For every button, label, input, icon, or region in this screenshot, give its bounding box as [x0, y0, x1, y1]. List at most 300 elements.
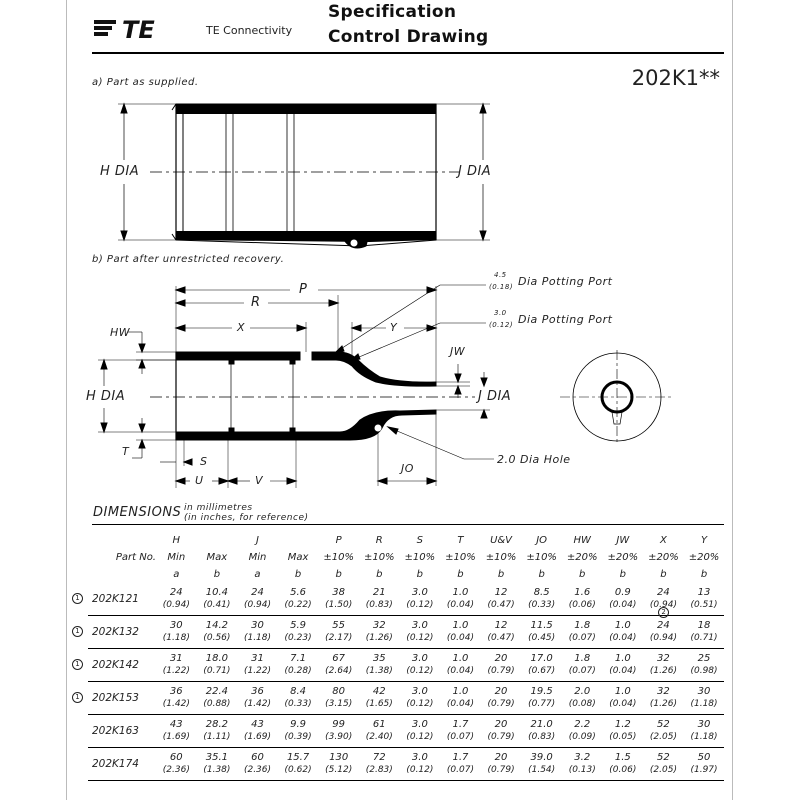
header-cell: Part No. — [115, 552, 156, 563]
header-cell — [88, 532, 156, 549]
dimension-cell — [562, 715, 603, 748]
value-inch: (2.36) — [162, 765, 190, 775]
header-cell — [197, 532, 238, 549]
value-mm: 32 — [372, 620, 386, 631]
dimension-cell — [359, 649, 400, 682]
value-inch: (1.54) — [528, 765, 556, 775]
value-inch: (0.77) — [528, 699, 556, 709]
dimension-cell — [440, 583, 481, 616]
dimension-cell — [603, 616, 644, 649]
part-number-cell — [88, 748, 156, 781]
value-inch: (2.05) — [649, 765, 677, 775]
dimension-cell — [359, 682, 400, 715]
value-mm: 24 — [251, 587, 264, 598]
value-mm: 5.6 — [290, 587, 307, 598]
b-r-label: R — [251, 295, 261, 310]
dimension-cell — [237, 748, 278, 781]
value-mm: 3.0 — [411, 752, 428, 763]
value-mm: 39.0 — [530, 752, 553, 763]
value-inch: (0.04) — [446, 699, 474, 709]
value-inch: (1.18) — [690, 732, 718, 742]
header-cell: ±20% — [607, 552, 639, 563]
port2-inch: (0.12) — [489, 321, 514, 329]
header-cell: b — [497, 569, 505, 580]
value-mm: 1.8 — [574, 620, 591, 631]
value-inch: (1.26) — [365, 633, 393, 643]
value-inch: (0.08) — [568, 699, 596, 709]
value-mm: 8.5 — [533, 587, 550, 598]
table-row — [88, 649, 724, 682]
value-inch: (0.12) — [406, 699, 434, 709]
value-mm: 3.0 — [411, 719, 428, 730]
dimension-cell — [684, 715, 725, 748]
value-inch: (0.62) — [284, 765, 312, 775]
value-mm: 20 — [494, 653, 508, 664]
value-inch: (0.12) — [406, 666, 434, 676]
header-cell: ±20% — [566, 552, 598, 563]
dimension-cell — [278, 616, 319, 649]
value-inch: (0.12) — [406, 732, 434, 742]
value-mm: 67 — [332, 653, 346, 664]
dimension-cell — [156, 748, 197, 781]
dimension-cell — [440, 616, 481, 649]
part-series-number: 202K1** — [631, 66, 720, 90]
value-inch: (0.28) — [284, 666, 312, 676]
value-inch: (0.12) — [406, 633, 434, 643]
value-mm: 38 — [332, 587, 346, 598]
value-inch: (1.97) — [690, 765, 718, 775]
value-mm: 20 — [494, 719, 508, 730]
dimension-cell — [278, 649, 319, 682]
dimension-cell — [237, 583, 278, 616]
part-number-cell — [75, 583, 156, 616]
dimension-cell — [318, 682, 359, 715]
dimension-cell — [643, 583, 684, 616]
value-mm: 15.7 — [286, 752, 310, 763]
value-inch: (1.18) — [243, 633, 272, 643]
value-inch: (1.65) — [365, 699, 393, 709]
header-cell: Min — [167, 552, 186, 563]
value-mm: 1.7 — [452, 719, 469, 730]
dimension-cell — [481, 682, 522, 715]
value-mm: 8.4 — [290, 686, 307, 697]
dimension-cell — [684, 748, 725, 781]
dimension-cell — [400, 616, 441, 649]
value-mm: 50 — [697, 752, 711, 763]
value-inch: (0.94) — [243, 600, 272, 610]
dimension-cell — [684, 583, 725, 616]
a-j-dia-label: J DIA — [458, 164, 492, 179]
header-cell: a — [173, 569, 180, 580]
header-cell: JW — [616, 535, 630, 546]
table-row — [88, 748, 724, 781]
value-inch: (1.18) — [690, 699, 718, 709]
dimension-cell — [197, 715, 238, 748]
value-inch: (2.05) — [649, 732, 677, 742]
caption-b: b) Part after unrestricted recovery. — [92, 254, 285, 265]
dimension-cell — [562, 682, 603, 715]
value-inch: (0.79) — [487, 666, 515, 676]
value-mm: 1.5 — [614, 752, 631, 763]
dimension-cell — [156, 715, 197, 748]
dimensions-body — [75, 583, 724, 781]
b-x-label: X — [237, 321, 246, 334]
note-1-marker: 1 — [72, 626, 83, 637]
value-inch: (0.04) — [446, 666, 474, 676]
value-inch: (0.04) — [609, 666, 637, 676]
value-inch: (0.33) — [528, 600, 556, 610]
value-mm: 1.0 — [614, 653, 631, 664]
company-name: TE Connectivity — [206, 24, 293, 37]
value-mm: 99 — [332, 719, 346, 730]
value-mm: 24 — [657, 620, 670, 631]
dimension-cell — [562, 616, 603, 649]
value-mm: 19.5 — [530, 686, 553, 697]
dimension-cell — [278, 748, 319, 781]
dimension-cell — [481, 715, 522, 748]
value-mm: 12 — [494, 587, 508, 598]
value-inch: (0.47) — [487, 600, 515, 610]
value-mm: 31 — [251, 653, 264, 664]
value-mm: 21.0 — [530, 719, 553, 730]
dimension-cell — [684, 649, 725, 682]
value-mm: 18 — [697, 620, 711, 631]
value-inch: (0.12) — [406, 600, 434, 610]
value-inch: (0.79) — [487, 732, 515, 742]
header-cell: X — [659, 535, 667, 546]
value-mm: 42 — [372, 686, 386, 697]
value-mm: 60 — [251, 752, 264, 763]
header-cell: b — [538, 569, 545, 580]
value-mm: 12 — [494, 620, 508, 631]
value-mm: 1.0 — [452, 587, 469, 598]
units-line-1: in millimetres — [184, 503, 253, 513]
part-number-cell — [75, 682, 156, 715]
dimension-cell — [684, 616, 725, 649]
value-mm: 61 — [372, 719, 386, 730]
part-number-cell — [75, 616, 156, 649]
value-mm: 1.7 — [452, 752, 469, 763]
value-inch: (1.18) — [162, 633, 190, 643]
value-inch: (1.69) — [162, 732, 190, 742]
value-inch: (1.11) — [203, 732, 231, 742]
a-h-dia-label: H DIA — [100, 164, 140, 179]
b-p-label: P — [299, 282, 308, 297]
dimension-cell — [318, 616, 359, 649]
title-line-2: Control Drawing — [328, 27, 489, 47]
part-number: 202K121 — [92, 593, 139, 605]
value-mm: 32 — [657, 653, 670, 664]
value-mm: 1.8 — [574, 653, 591, 664]
dimension-cell — [318, 748, 359, 781]
dimension-cell — [562, 583, 603, 616]
dimensions-table — [75, 532, 724, 781]
value-mm: 17.0 — [530, 653, 553, 664]
value-inch: (0.56) — [203, 633, 231, 643]
dimension-cell — [400, 748, 441, 781]
dimension-cell — [400, 649, 441, 682]
header-cell: Max — [206, 552, 228, 563]
value-inch: (1.26) — [649, 699, 677, 709]
dimension-cell — [400, 682, 441, 715]
dimension-cell — [521, 748, 562, 781]
dimension-cell — [156, 682, 197, 715]
header-cell: ±10% — [445, 552, 476, 563]
dimension-cell — [521, 649, 562, 682]
value-inch: (2.40) — [365, 732, 393, 742]
dimension-cell — [481, 649, 522, 682]
value-mm: 11.5 — [530, 620, 553, 631]
value-inch: (2.17) — [325, 633, 353, 643]
dimension-cell — [603, 748, 644, 781]
dimension-cell — [440, 715, 481, 748]
value-inch: (3.15) — [325, 699, 353, 709]
part-number: 202K163 — [92, 725, 139, 737]
header-cell: b — [294, 569, 302, 580]
b-hw-label: HW — [110, 326, 131, 339]
value-inch: (0.79) — [487, 699, 515, 709]
value-inch: (0.39) — [284, 732, 312, 742]
value-mm: 80 — [332, 686, 346, 697]
dimension-cell — [197, 748, 238, 781]
note-1-marker: 1 — [72, 659, 83, 670]
value-mm: 1.0 — [614, 620, 631, 631]
value-inch: (0.79) — [487, 765, 515, 775]
value-inch: (0.06) — [568, 600, 596, 610]
dimension-cell — [643, 682, 684, 715]
value-mm: 20 — [494, 752, 508, 763]
header-cell: b — [376, 569, 383, 580]
dimension-cell — [237, 649, 278, 682]
b-y-label: Y — [390, 321, 398, 334]
header-cell: J — [256, 535, 259, 546]
part-number: 202K153 — [92, 692, 139, 704]
value-inch: (0.45) — [528, 633, 556, 643]
value-mm: 13 — [697, 587, 711, 598]
part-number: 202K132 — [92, 626, 139, 638]
value-inch: (2.36) — [243, 765, 272, 775]
dimension-cell — [481, 583, 522, 616]
b-j-dia-label: J DIA — [478, 389, 512, 404]
dimensions-rule — [92, 524, 724, 525]
value-inch: (1.22) — [243, 666, 272, 676]
dimension-cell — [643, 616, 684, 649]
value-inch: (0.41) — [203, 600, 231, 610]
header-cell: R — [375, 535, 383, 546]
value-mm: 43 — [169, 719, 183, 730]
header-cell — [88, 566, 156, 583]
dimension-cell — [156, 616, 197, 649]
dimensions-title: DIMENSIONS — [93, 505, 182, 520]
value-inch: (0.83) — [528, 732, 556, 742]
dimension-cell — [278, 715, 319, 748]
value-mm: 0.9 — [614, 587, 631, 598]
value-mm: 1.0 — [452, 653, 469, 664]
value-mm: 24 — [657, 587, 670, 598]
dimension-cell — [359, 715, 400, 748]
dimension-cell — [197, 682, 238, 715]
dimension-cell — [400, 583, 441, 616]
dimension-cell — [197, 583, 238, 616]
value-inch: (0.04) — [609, 600, 637, 610]
value-mm: 25 — [697, 653, 711, 664]
dimension-cell — [643, 748, 684, 781]
value-mm: 1.2 — [614, 719, 631, 730]
value-inch: (0.88) — [203, 699, 231, 709]
value-inch: (1.50) — [325, 600, 353, 610]
note-2-marker: 2 — [658, 607, 669, 618]
title-line-1: Specification — [328, 2, 457, 22]
header-cell: ±10% — [526, 552, 557, 563]
value-mm: 35 — [372, 653, 386, 664]
value-inch: (0.05) — [609, 732, 637, 742]
value-mm: 130 — [329, 752, 349, 763]
value-inch: (1.42) — [162, 699, 190, 709]
value-inch: (0.09) — [568, 732, 596, 742]
value-inch: (0.47) — [487, 633, 515, 643]
header-cell: HW — [573, 535, 591, 546]
value-mm: 2.2 — [574, 719, 591, 730]
value-mm: 43 — [251, 719, 264, 730]
header-cell: ±20% — [688, 552, 720, 563]
port1-inch: (0.18) — [489, 283, 514, 291]
value-mm: 52 — [657, 752, 670, 763]
header-cell: T — [457, 535, 464, 546]
value-inch: (3.90) — [325, 732, 353, 742]
header-cell: b — [660, 569, 667, 580]
value-mm: 18.0 — [205, 653, 229, 664]
value-mm: 52 — [657, 719, 670, 730]
b-s-label: S — [200, 455, 208, 468]
header-row-notes — [88, 566, 724, 583]
value-inch: (0.04) — [609, 633, 637, 643]
header-cell: ±10% — [485, 552, 517, 563]
dimension-cell — [643, 649, 684, 682]
b-jw-label: JW — [450, 345, 466, 358]
value-inch: (0.71) — [203, 666, 231, 676]
dimension-cell — [521, 583, 562, 616]
header-cell: b — [579, 569, 586, 580]
value-inch: (0.12) — [406, 765, 434, 775]
hole-label: 2.0 Dia Hole — [497, 453, 571, 466]
header-cell: Min — [248, 552, 267, 563]
value-inch: (0.71) — [690, 633, 718, 643]
caption-a: a) Part as supplied. — [92, 77, 199, 88]
dimension-cell — [318, 649, 359, 682]
dimension-cell — [156, 649, 197, 682]
b-t-label: T — [122, 445, 130, 458]
value-inch: (0.22) — [284, 600, 312, 610]
value-mm: 31 — [169, 653, 183, 664]
part-number-cell — [75, 649, 156, 682]
header-cell: ±10% — [404, 552, 436, 563]
value-mm: 3.0 — [411, 686, 428, 697]
value-inch: (0.06) — [609, 765, 637, 775]
header-row-symbols — [88, 532, 724, 549]
value-inch: (0.04) — [609, 699, 637, 709]
value-mm: 9.9 — [290, 719, 307, 730]
value-mm: 32 — [657, 686, 670, 697]
header-cell: b — [416, 569, 424, 580]
value-inch: (0.83) — [365, 600, 393, 610]
dimension-cell — [400, 715, 441, 748]
value-inch: (0.07) — [568, 666, 596, 676]
header-cell: P — [335, 535, 342, 546]
port2-size: 3.0 — [494, 309, 507, 317]
value-inch: (0.51) — [690, 600, 718, 610]
header-cell — [278, 532, 319, 549]
dimension-cell — [237, 715, 278, 748]
dimension-cell — [521, 682, 562, 715]
value-mm: 21 — [372, 587, 386, 598]
value-mm: 10.4 — [205, 587, 229, 598]
value-inch: (1.38) — [203, 765, 231, 775]
value-inch: (0.07) — [446, 765, 474, 775]
dimension-cell — [603, 583, 644, 616]
header-cell: Y — [700, 535, 708, 546]
part-number: 202K142 — [92, 659, 139, 671]
header-cell: ±10% — [323, 552, 354, 563]
value-mm: 3.0 — [411, 653, 428, 664]
header-cell: H — [172, 535, 181, 546]
value-inch: (2.64) — [325, 666, 353, 676]
value-mm: 30 — [697, 686, 711, 697]
dimensions-units — [184, 503, 309, 523]
dimension-cell — [440, 682, 481, 715]
value-mm: 28.2 — [205, 719, 229, 730]
header-cell: b — [457, 569, 464, 580]
b-h-dia-label: H DIA — [86, 389, 126, 404]
b-v-label: V — [255, 474, 264, 487]
value-mm: 36 — [169, 686, 183, 697]
header-cell: b — [335, 569, 342, 580]
value-inch: (1.69) — [243, 732, 272, 742]
table-row — [88, 682, 724, 715]
value-mm: 24 — [169, 587, 183, 598]
value-inch: (0.13) — [568, 765, 596, 775]
header-cell: ±20% — [648, 552, 679, 563]
value-mm: 1.0 — [452, 620, 469, 631]
dimension-cell — [603, 715, 644, 748]
header-row-tolerances — [88, 549, 724, 566]
value-mm: 1.0 — [614, 686, 631, 697]
dimension-cell — [237, 616, 278, 649]
dimension-cell — [359, 616, 400, 649]
header-cell: b — [700, 569, 708, 580]
note-1-marker: 1 — [72, 692, 83, 703]
value-mm: 3.0 — [411, 587, 428, 598]
value-mm: 30 — [169, 620, 183, 631]
table-row — [88, 583, 724, 616]
value-inch: (0.07) — [568, 633, 596, 643]
value-mm: 30 — [251, 620, 264, 631]
dimension-cell — [562, 748, 603, 781]
dimension-cell — [521, 715, 562, 748]
dimension-cell — [440, 748, 481, 781]
dimension-cell — [603, 682, 644, 715]
value-mm: 22.4 — [205, 686, 229, 697]
value-inch: (0.33) — [284, 699, 312, 709]
value-mm: 72 — [372, 752, 386, 763]
header-cell: a — [254, 569, 261, 580]
value-inch: (5.12) — [325, 765, 353, 775]
value-inch: (0.94) — [649, 600, 677, 610]
value-mm: 1.6 — [574, 587, 591, 598]
dimensions-header — [88, 532, 724, 583]
port2-label: Dia Potting Port — [518, 313, 613, 326]
value-inch: (1.38) — [365, 666, 393, 676]
dimension-cell — [684, 682, 725, 715]
